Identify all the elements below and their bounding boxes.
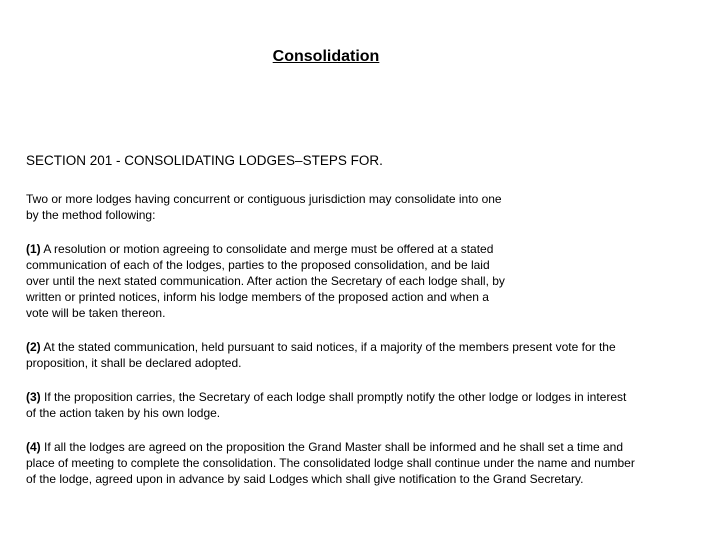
paragraph-2-number: (2) [26,340,41,354]
paragraph-4 [26,439,636,487]
paragraph-4-number: (4) [26,440,41,454]
document-body [26,152,636,505]
paragraph-1-number: (1) [26,242,41,256]
page-title: Consolidation [272,48,380,65]
paragraph-4-text: If all the lodges are agreed on the proposition the Grand Master shall be informed and he shall set a time and place of meeting to complete the consolidation. The consolidated lodge shall continue under the name and number of the lodge, agreed upon in advance by said Lodges which shall give notification to the Grand Secretary. [26,440,635,486]
paragraph-1 [26,241,506,321]
paragraph-1-text: A resolution or motion agreeing to consolidate and merge must be offered at a stated communication of each of the lodges, parties to the proposed consolidation, and be laid over until the next stated communication. After action the Secretary of each lodge shall, by written or printed notices, inform his lodge members of the proposed action and when a vote will be taken thereon. [26,242,505,320]
paragraph-2-text: At the stated communication, held pursuant to said notices, if a majority of the members present vote for the proposition, it shall be declared adopted. [26,340,616,370]
paragraph-3-number: (3) [26,390,41,404]
intro-paragraph: Two or more lodges having concurrent or contiguous jurisdiction may consolidate into one by the method following: [26,192,502,222]
paragraph-3-text: If the proposition carries, the Secretary of each lodge shall promptly notify the other lodge or lodges in interest of the action taken by his own lodge. [26,390,627,420]
section-heading: SECTION 201 - CONSOLIDATING LODGES–STEPS FOR. [26,153,383,168]
paragraph-3 [26,389,636,421]
paragraph-2 [26,339,636,371]
